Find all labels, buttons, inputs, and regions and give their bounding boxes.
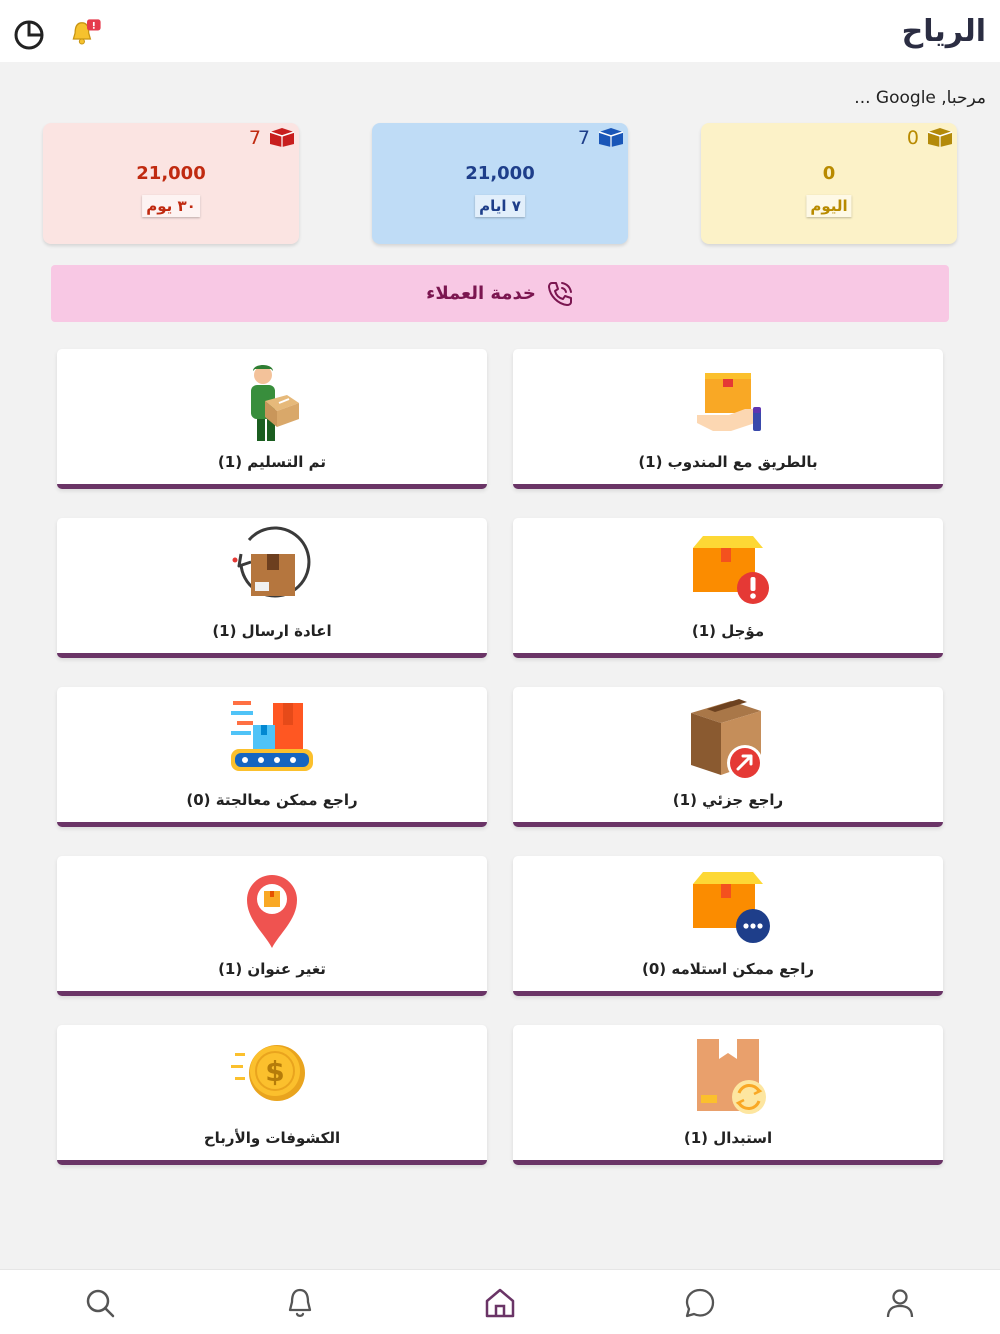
status-tile[interactable] bbox=[57, 856, 487, 996]
stat-card[interactable] bbox=[43, 123, 299, 244]
status-tile[interactable] bbox=[57, 349, 487, 489]
box-alert-icon bbox=[683, 526, 773, 616]
search-icon[interactable] bbox=[83, 1286, 117, 1320]
notification-bell-icon[interactable] bbox=[70, 16, 104, 50]
coin-dollar-icon bbox=[227, 1033, 317, 1123]
box-icon bbox=[596, 125, 626, 149]
tile-label: راجع ممكن معالجتة (0) bbox=[186, 791, 358, 809]
chat-icon[interactable] bbox=[683, 1286, 717, 1320]
tile-label: بالطريق مع المندوب (1) bbox=[638, 453, 818, 471]
tile-label: تم التسليم (1) bbox=[217, 453, 327, 471]
status-tile[interactable] bbox=[513, 687, 943, 827]
conveyor-boxes-icon bbox=[227, 695, 317, 785]
stat-count: 7 bbox=[248, 127, 261, 149]
stat-card[interactable] bbox=[372, 123, 628, 244]
bottom-navigation bbox=[0, 1269, 1000, 1334]
box-pending-icon bbox=[683, 864, 773, 954]
tile-label: استبدال (1) bbox=[683, 1129, 773, 1147]
top-bar bbox=[0, 0, 1000, 62]
status-tile[interactable] bbox=[513, 518, 943, 658]
status-tile[interactable] bbox=[513, 856, 943, 996]
stat-card[interactable] bbox=[701, 123, 957, 244]
stat-period: اليوم bbox=[806, 195, 851, 217]
greeting-text: مرحبا, Google ... bbox=[854, 88, 986, 108]
location-pin-icon bbox=[227, 864, 317, 954]
svg-text:$: $ bbox=[265, 1055, 285, 1088]
stat-count: 7 bbox=[577, 127, 590, 149]
box-icon bbox=[925, 125, 955, 149]
pie-chart-icon[interactable] bbox=[12, 18, 46, 52]
status-tile[interactable] bbox=[513, 349, 943, 489]
box-resend-icon bbox=[227, 526, 317, 616]
profile-icon[interactable] bbox=[883, 1286, 917, 1320]
tile-label: اعادة ارسال (1) bbox=[212, 622, 332, 640]
stat-period: ٧ ايام bbox=[475, 195, 525, 217]
stat-amount: 21,000 bbox=[465, 163, 535, 184]
app-title: الرياح bbox=[901, 14, 986, 49]
stat-amount: 21,000 bbox=[136, 163, 206, 184]
delivery-man-icon bbox=[227, 357, 317, 447]
stat-amount: 0 bbox=[822, 163, 836, 184]
phone-call-icon bbox=[546, 280, 574, 308]
stat-period: ٣٠ يوم bbox=[142, 195, 200, 217]
tile-label: راجع ممكن استلامه (0) bbox=[641, 960, 814, 978]
tile-label: الكشوفات والأرباح bbox=[203, 1129, 341, 1147]
box-in-hand-icon bbox=[683, 357, 773, 447]
status-tile[interactable] bbox=[513, 1025, 943, 1165]
tile-label: راجع جزئي (1) bbox=[672, 791, 784, 809]
notifications-icon[interactable] bbox=[283, 1286, 317, 1320]
stat-count: 0 bbox=[906, 127, 919, 149]
customer-service-button[interactable] bbox=[51, 265, 949, 322]
box-icon bbox=[267, 125, 297, 149]
box-partial-return-icon bbox=[683, 695, 773, 785]
box-exchange-icon bbox=[683, 1033, 773, 1123]
status-tile[interactable] bbox=[57, 687, 487, 827]
customer-service-label: خدمة العملاء bbox=[426, 283, 536, 304]
tile-label: مؤجل (1) bbox=[691, 622, 765, 640]
status-tile[interactable] bbox=[57, 1025, 487, 1165]
tile-label: تغير عنوان (1) bbox=[218, 960, 326, 978]
home-icon[interactable] bbox=[483, 1286, 517, 1320]
status-tile[interactable] bbox=[57, 518, 487, 658]
